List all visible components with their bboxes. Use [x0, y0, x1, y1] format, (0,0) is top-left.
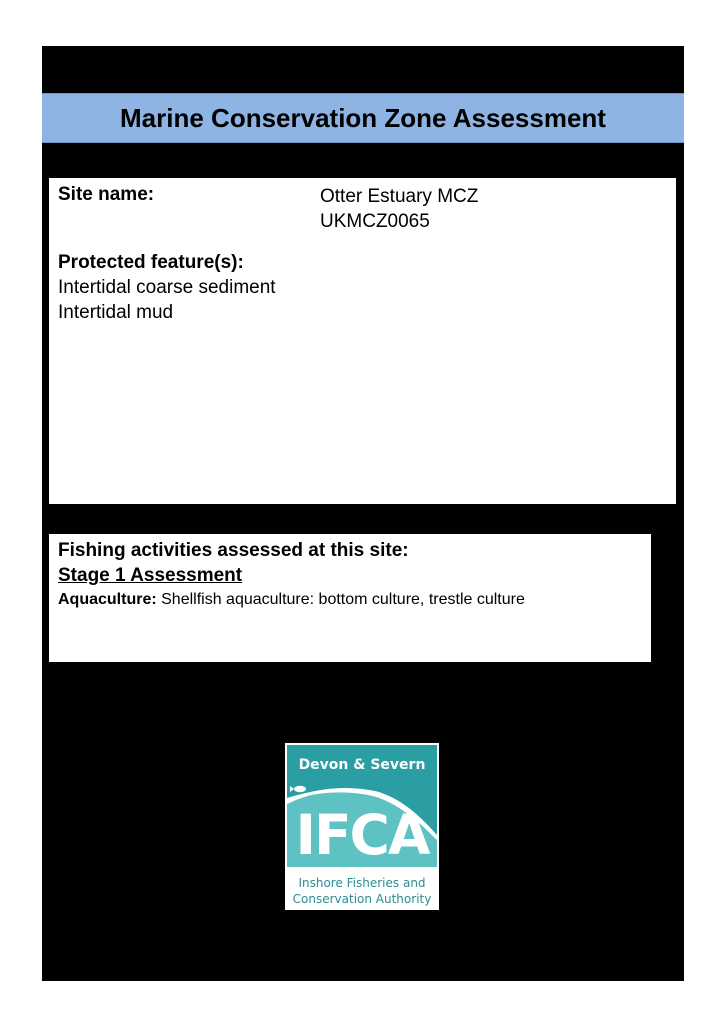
logo-desc-line: Inshore Fisheries and [298, 876, 426, 890]
ifca-logo [285, 743, 439, 910]
site-name-label: Site name: [58, 184, 155, 205]
fishing-activities-heading: Fishing activities assessed at this site: [58, 540, 409, 561]
logo-desc-line: Conservation Authority [292, 892, 432, 906]
feature-item: Intertidal mud [58, 302, 174, 323]
site-info-box [49, 178, 676, 504]
logo-abbreviation: IFCA [295, 803, 429, 867]
aquaculture-label: Aquaculture: [58, 591, 157, 608]
site-name-value [320, 184, 478, 234]
stage-heading: Stage 1 Assessment [58, 565, 243, 586]
aquaculture-value: Shellfish aquaculture: bottom culture, trestle culture [156, 591, 525, 608]
site-code: UKMCZ0065 [320, 211, 430, 232]
aquaculture-line [58, 591, 525, 609]
document-title: Marine Conservation Zone Assessment [42, 93, 684, 143]
feature-item: Intertidal coarse sediment [58, 277, 276, 298]
logo-org-name: Devon & Severn [298, 757, 426, 773]
protected-features-heading: Protected feature(s): [58, 252, 244, 273]
site-name: Otter Estuary MCZ [320, 186, 479, 207]
logo-description [285, 875, 439, 907]
protected-features-list [58, 275, 276, 325]
cover-page [42, 46, 684, 981]
fishing-activities-box [49, 534, 651, 662]
